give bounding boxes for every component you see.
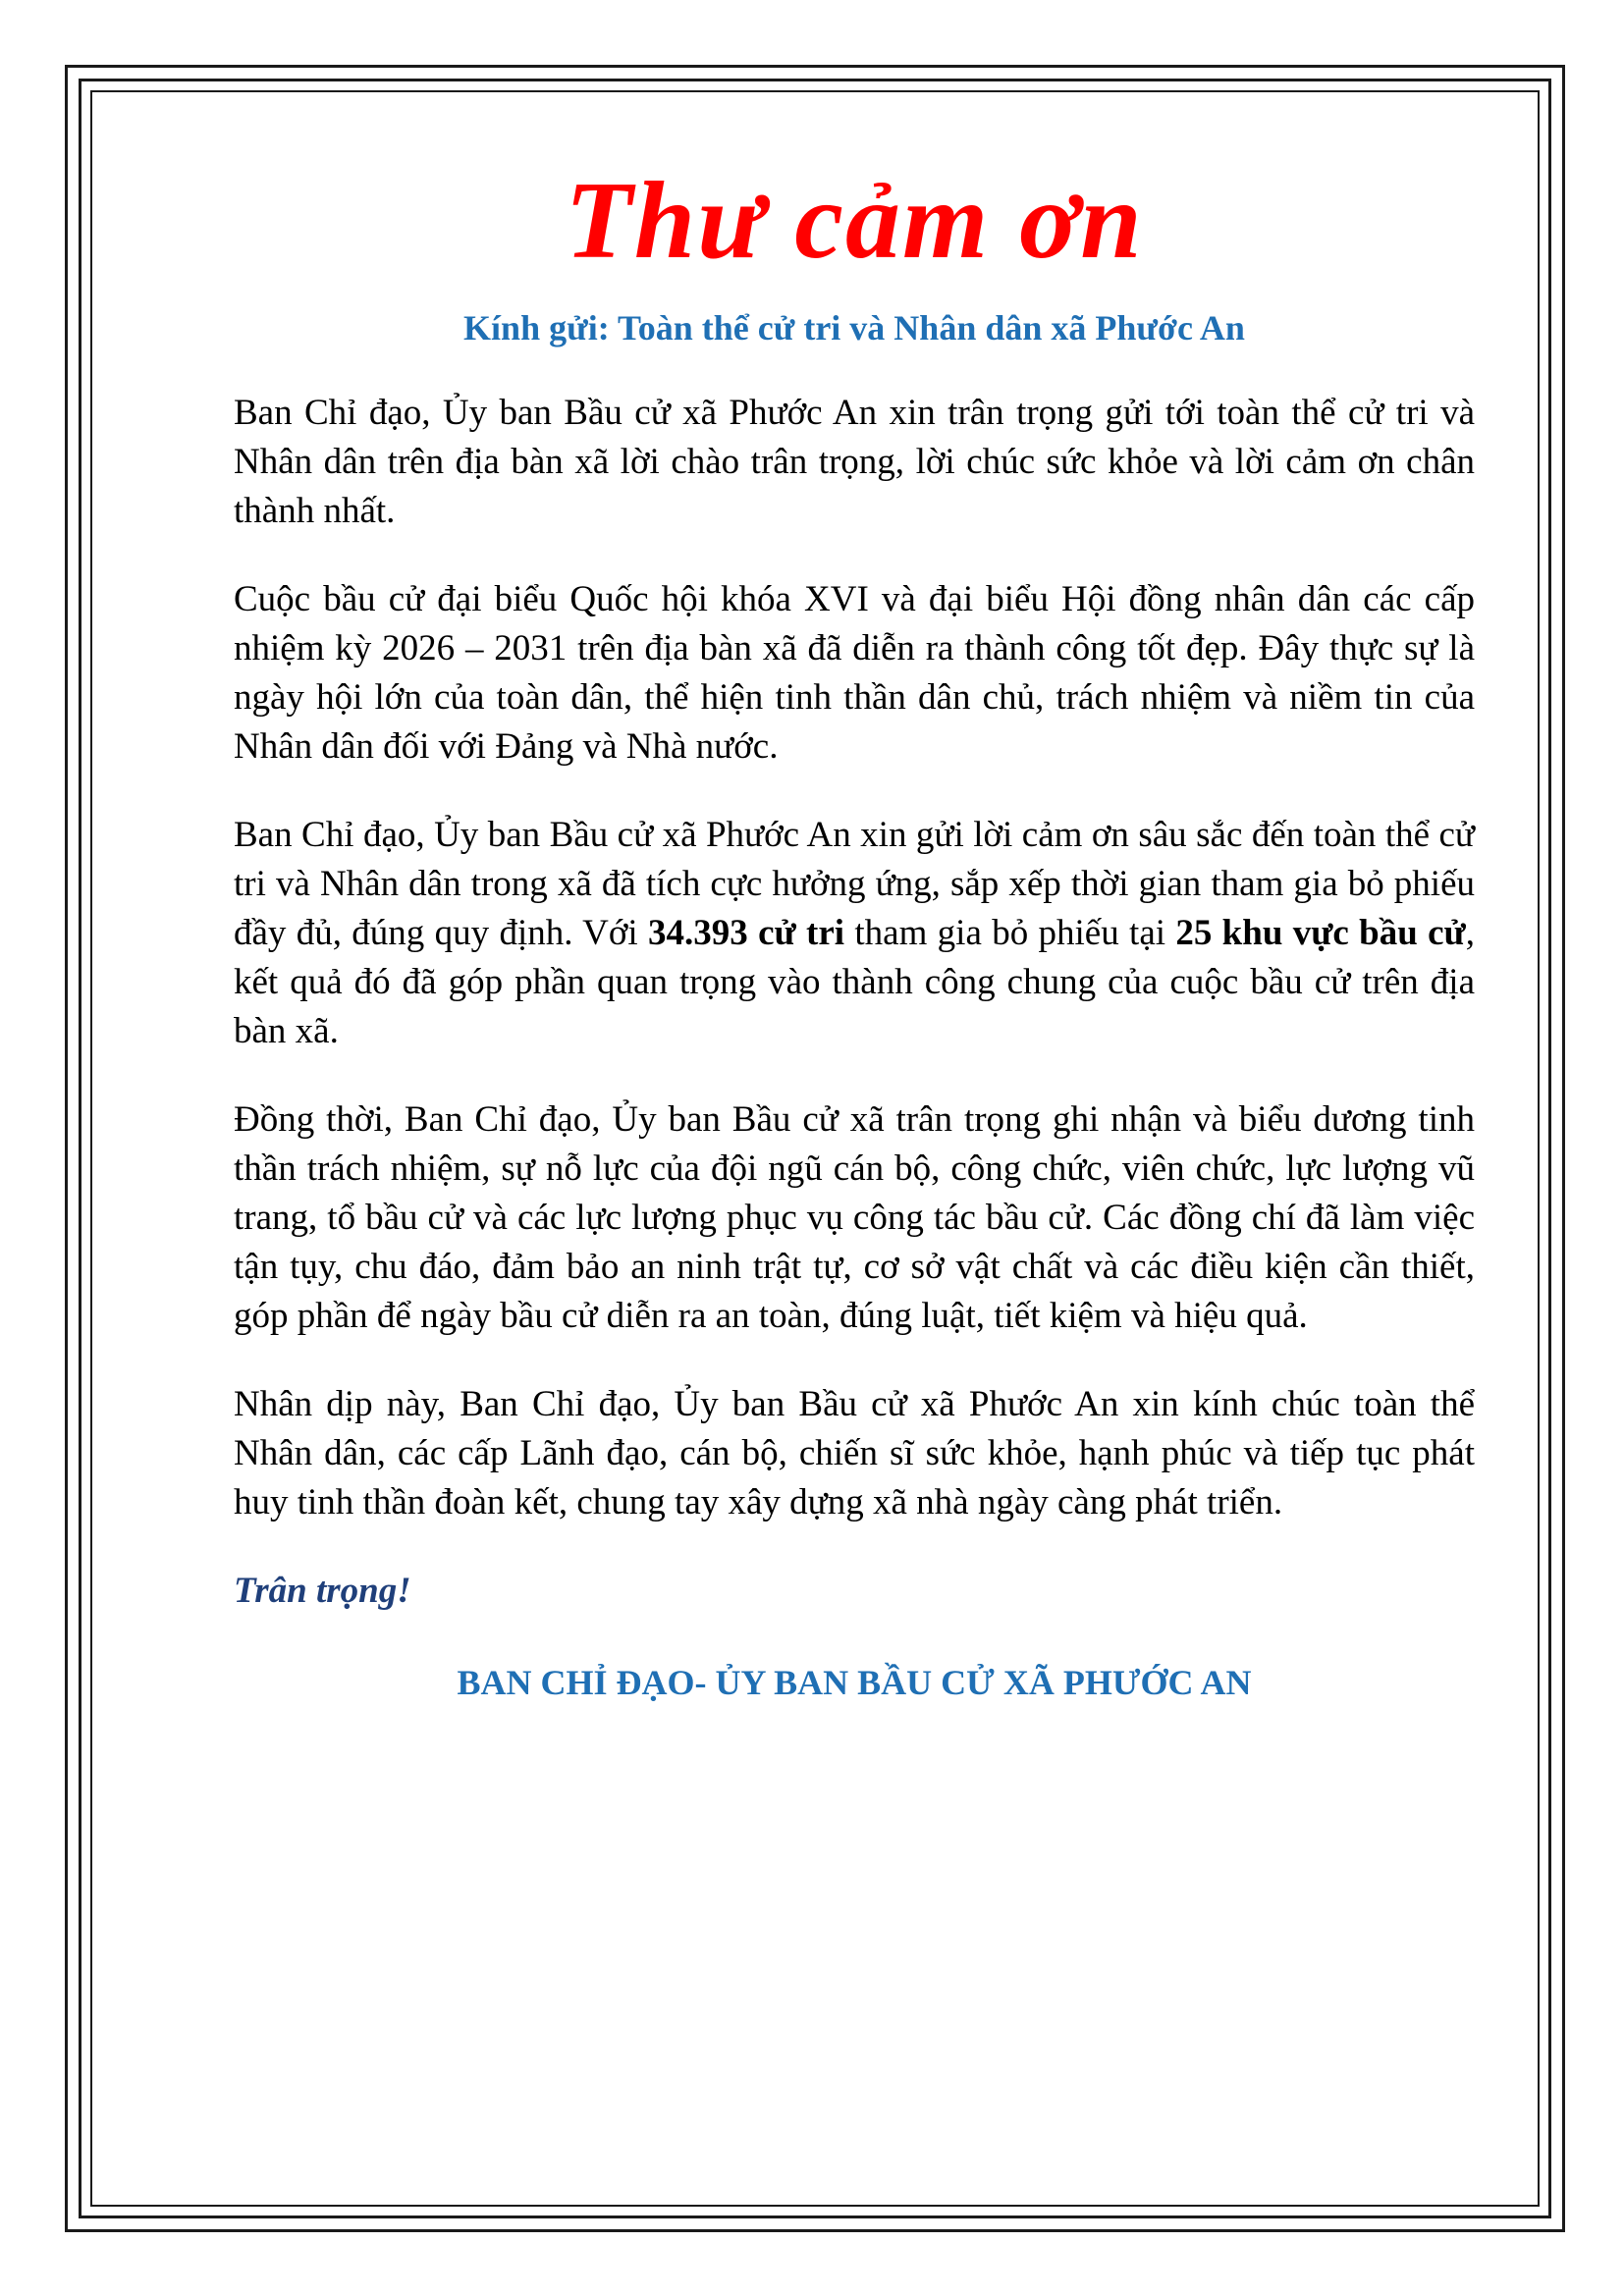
paragraph-election-success: Cuộc bầu cử đại biểu Quốc hội khóa XVI và đại biểu Hội đồng nhân dân các cấp nhiệm kỳ 2026 – 2031 trên địa bàn xã đã diễn ra thành công tốt đẹp. Đây thực sự là ngày hội lớn của toàn dân, thể hiện tinh thần dân chủ, trách nhiệm và niềm tin của Nhân dân đối với Đảng và Nhà nước.: [234, 579, 1475, 767]
paragraph-greeting: Ban Chỉ đạo, Ủy ban Bầu cử xã Phước An xin trân trọng gửi tới toàn thể cử tri và Nhân dân trên địa bàn xã lời chào trân trọng, lời chúc sức khỏe và lời cảm ơn chân thành nhất.: [234, 393, 1475, 531]
paragraph-voter-thanks-text-1: Ban Chỉ đạo, Ủy ban Bầu cử xã Phước An xin gửi lời cảm ơn sâu sắc đến toàn thể cử tri và Nhân dân trong xã đã tích cực hưởng ứng, sắp xếp thời gian tham gia bỏ phiếu đầy đủ, đúng quy định. Với: [234, 815, 1475, 953]
paragraph-voter-thanks: [234, 811, 1475, 1056]
salutation: Kính gửi: Toàn thể cử tri và Nhân dân xã Phước An: [463, 308, 1245, 347]
paragraph-staff-recognition: Đồng thời, Ban Chỉ đạo, Ủy ban Bầu cử xã trân trọng ghi nhận và biểu dương tinh thần trách nhiệm, sự nỗ lực của đội ngũ cán bộ, công chức, viên chức, lực lượng vũ trang, tổ bầu cử và các lực lượng phục vụ công tác bầu cử. Các đồng chí đã làm việc tận tụy, chu đáo, đảm bảo an ninh trật tự, cơ sở vật chất và các điều kiện cần thiết, góp phần để ngày bầu cử diễn ra an toàn, đúng luật, tiết kiệm và hiệu quả.: [234, 1099, 1475, 1336]
letter-title: Thư cảm ơn: [565, 160, 1144, 282]
paragraph-voter-thanks-text-3: , kết quả đó đã góp phần quan trọng vào thành công chung của cuộc bầu cử trên địa bàn xã.: [234, 913, 1476, 1051]
polling-area-count: 25 khu vực bầu cử: [1175, 913, 1466, 953]
signature: BAN CHỈ ĐẠO- ỦY BAN BẦU CỬ XÃ PHƯỚC AN: [457, 1663, 1252, 1702]
paragraph-wishes: Nhân dịp này, Ban Chỉ đạo, Ủy ban Bầu cử xã Phước An xin kính chúc toàn thể Nhân dân, các cấp Lãnh đạo, cán bộ, chiến sĩ sức khỏe, hạnh phúc và tiếp tục phát huy tinh thần đoàn kết, chung tay xây dựng xã nhà ngày càng phát triển.: [234, 1384, 1475, 1522]
paragraph-voter-thanks-text-2: tham gia bỏ phiếu tại: [844, 913, 1176, 953]
letter-body: [234, 157, 1475, 1706]
closing-phrase: Trân trọng!: [234, 1571, 411, 1611]
voter-count: 34.393 cử tri: [648, 913, 845, 953]
